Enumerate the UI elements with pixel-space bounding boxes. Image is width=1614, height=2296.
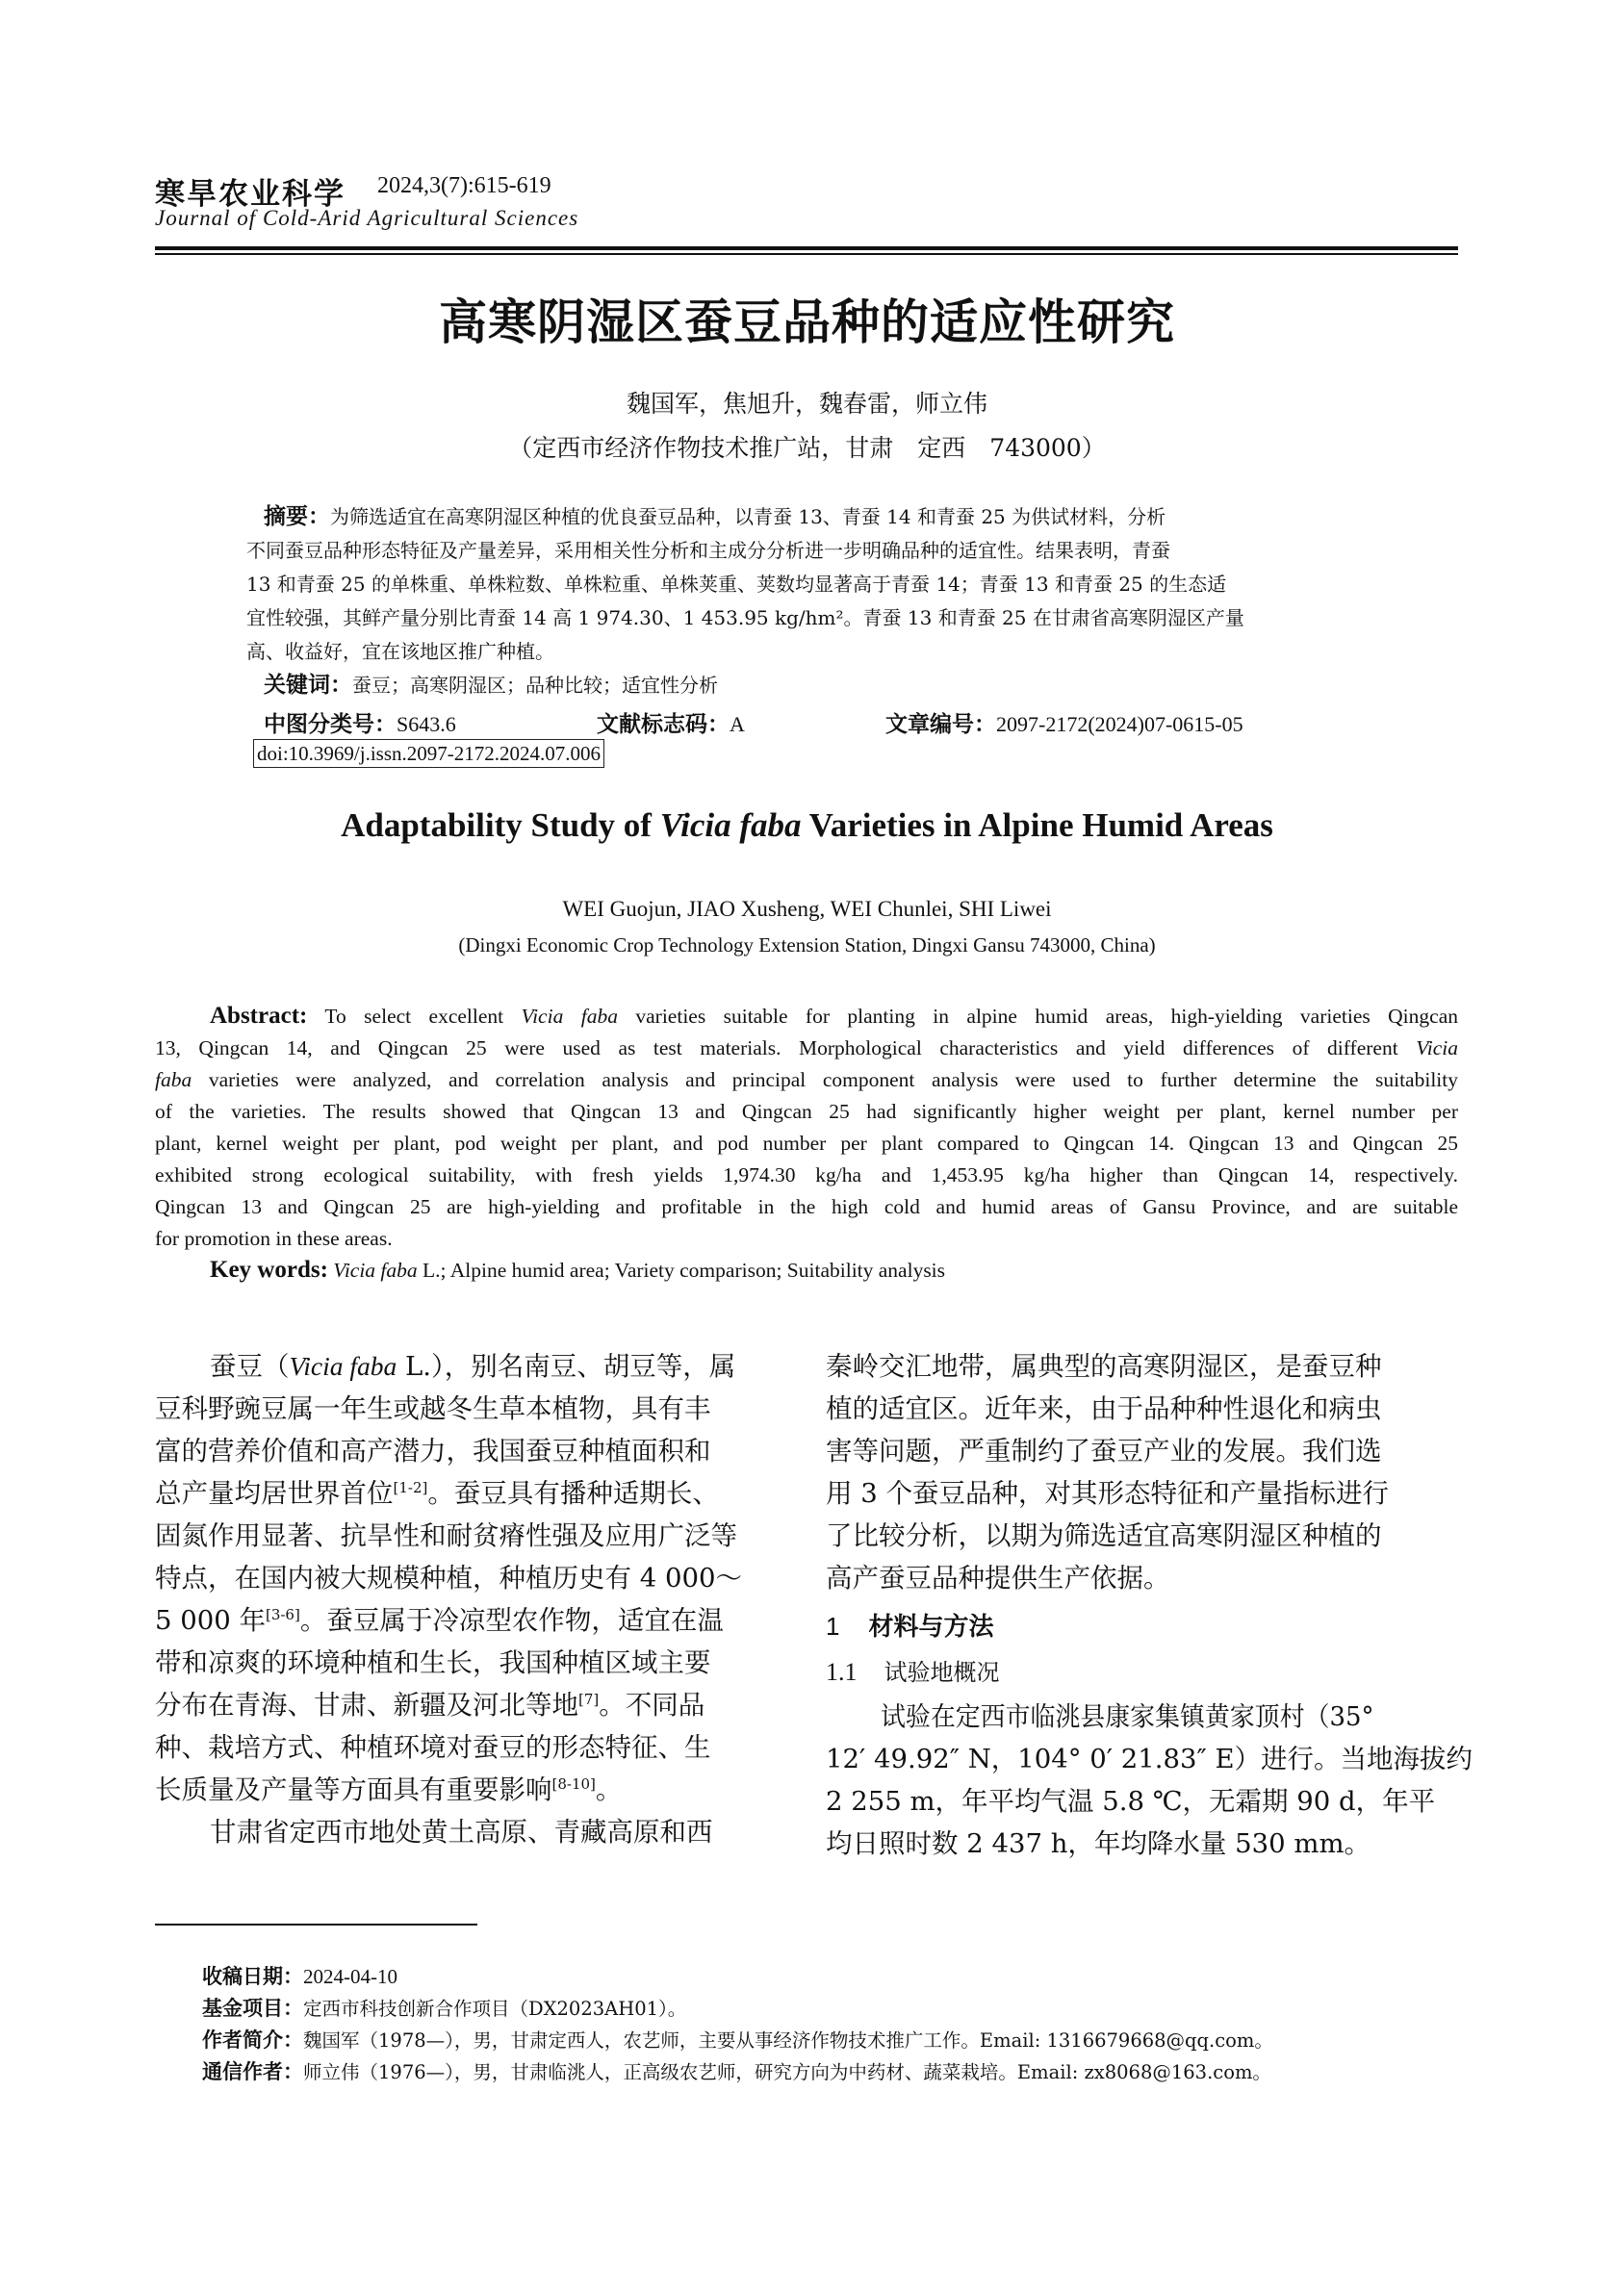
abstract-en-line <box>155 1033 1458 1062</box>
abstract-en-text: varieties suitable for planting in alpine humid areas, high-yielding varieties Qingcan <box>617 1005 1458 1028</box>
keywords-en <box>210 1256 1458 1285</box>
abstract-en-line: exhibited strong ecological suitability, with fresh yields 1,974.30 kg/ha and 1,453.95 kg/ha higher than Qingcan 14, respectively. <box>155 1163 1458 1186</box>
affiliation-en: (Dingxi Economic Crop Technology Extension Station, Dingxi Gansu 743000, China) <box>458 933 1156 957</box>
body-left-line: 豆科野豌豆属一年生或越冬生草本植物，具有丰 <box>155 1393 711 1424</box>
body-right-line: 高产蚕豆品种提供生产依据。 <box>826 1563 1170 1594</box>
title-en-post: Varieties in Alpine Humid Areas <box>801 806 1273 844</box>
abstract-en-line: for promotion in these areas. <box>155 1227 393 1250</box>
body-text: 。 <box>595 1774 623 1805</box>
section-heading-1 <box>826 1607 1444 1643</box>
citation-ref[interactable]: [7] <box>578 1690 600 1708</box>
authors-en: WEI Guojun, JIAO Xusheng, WEI Chunlei, SHI Liwei <box>562 897 1052 921</box>
keywords-cn-label: 关键词： <box>264 673 352 698</box>
body-right-line: 了比较分析，以期为筛选适宜高寒阴湿区种植的 <box>826 1520 1382 1551</box>
body-right-line: 2 255 m，年平均气温 5.8 ℃，无霜期 90 d，年平 <box>826 1786 1436 1817</box>
abstract-cn-line: 宜性较强，其鲜产量分别比青蚕 14 高 1 974.30、1 453.95 kg/hm²。青蚕 13 和青蚕 25 在甘肃省高寒阴湿区产量 <box>246 606 1244 629</box>
abstract-cn-line: 不同蚕豆品种形态特征及产量差异，采用相关性分析和主成分分析进一步明确品种的适宜性。结果表明，青蚕 <box>246 539 1170 562</box>
clc-label: 中图分类号： <box>264 712 397 737</box>
abstract-en-text: 13, Qingcan 14, and Qingcan 25 were used as test materials. Morphological characteristics and yield differences of different <box>155 1036 1417 1059</box>
abstract-en-line <box>155 1065 1458 1094</box>
body-right-line: 害等问题，严重制约了蚕豆产业的发展。我们选 <box>826 1436 1382 1467</box>
abstract-en-text: To select excellent <box>307 1005 522 1028</box>
journal-name-en: Journal of Cold-Arid Agricultural Sciences <box>155 206 579 230</box>
doc-code-label: 文献标志码： <box>597 712 730 737</box>
body-left-line <box>155 1601 773 1640</box>
article-no-label: 文章编号： <box>885 712 996 737</box>
body-right-line: 均日照时数 2 437 h，年均降水量 530 mm。 <box>826 1828 1371 1859</box>
doc-code <box>597 706 745 738</box>
footnote-value: 2024-04-10 <box>303 1965 397 1988</box>
footnote-value: 魏国军（1978—），男，甘肃定西人，农艺师，主要从事经济作物技术推广工作。Email: 1316679668@qq.com。 <box>303 2029 1273 2052</box>
doi-link[interactable]: doi:10.3969/j.issn.2097-2172.2024.07.006 <box>253 739 604 768</box>
citation-ref[interactable]: [8-10] <box>551 1774 596 1793</box>
citation-ref[interactable]: [3-6] <box>265 1605 300 1623</box>
doc-code-value: A <box>730 712 745 736</box>
body-text: 分布在青海、甘肃、新疆及河北等地 <box>155 1690 578 1721</box>
abstract-cn-label: 摘要： <box>264 504 330 529</box>
title-cn: 高寒阴湿区蚕豆品种的适应性研究 <box>439 293 1175 350</box>
title-en-pre: Adaptability Study of <box>341 806 660 844</box>
body-italic: Vicia faba <box>289 1351 397 1381</box>
keywords-en-italic: Vicia faba <box>333 1259 418 1282</box>
footnote-rule <box>155 1924 477 1926</box>
body-text: 长质量及产量等方面具有重要影响 <box>155 1774 552 1805</box>
body-left-line <box>155 1686 773 1724</box>
article-no-value: 2097-2172(2024)07-0615-05 <box>996 712 1243 736</box>
abstract-cn-line <box>264 504 1166 529</box>
article-number <box>885 706 1243 738</box>
body-text: L.），别名南豆、胡豆等，属 <box>397 1351 736 1382</box>
clc-value: S643.6 <box>397 712 456 736</box>
body-left-line: 特点，在国内被大规模种植，种植历史有 4 000～ <box>155 1563 742 1594</box>
footnote-label: 基金项目： <box>202 1997 303 2020</box>
body-text: 蚕豆（ <box>210 1351 290 1382</box>
footnote-value: 定西市科技创新合作项目（DX2023AH01）。 <box>303 1998 687 2020</box>
affiliation-cn: （定西市经济作物技术推广站，甘肃 定西 743000） <box>508 434 1106 462</box>
body-right-line: 12′ 49.92″ N，104° 0′ 21.83″ E）进行。当地海拔约 <box>826 1744 1473 1774</box>
volume-info: 2024,3(7):615-619 <box>377 173 551 198</box>
body-left-line <box>210 1347 828 1386</box>
header-rule-thin <box>155 253 1458 255</box>
body-right-line: 植的适宜区。近年来，由于品种种性退化和病虫 <box>826 1393 1382 1424</box>
abstract-en-italic: Vicia <box>1416 1036 1458 1059</box>
body-text: 总产量均居世界首位 <box>155 1478 394 1509</box>
section-title: 材料与方法 <box>868 1613 994 1642</box>
body-text: 。蚕豆具有播种适期长、 <box>427 1478 719 1509</box>
body-left-line: 带和凉爽的环境种植和生长，我国种植区域主要 <box>155 1647 711 1678</box>
abstract-en-line: Qingcan 13 and Qingcan 25 are high-yielding and profitable in the high cold and humid areas of Gansu Province, and are suitable <box>155 1195 1458 1218</box>
body-text: 5 000 年 <box>155 1605 266 1636</box>
keywords-cn <box>264 673 718 698</box>
body-left-line <box>155 1474 773 1513</box>
footnote-label: 作者简介： <box>202 2028 303 2052</box>
body-left-line <box>155 1771 773 1809</box>
abstract-en-line: of the varieties. The results showed that Qingcan 13 and Qingcan 25 had significantly higher weight per plant, kernel number per <box>155 1100 1458 1123</box>
keywords-en-text: L.; Alpine humid area; Variety comparison; Suitability analysis <box>417 1259 946 1282</box>
body-right-line: 试验在定西市临洮县康家集镇黄家顶村（35° <box>881 1701 1374 1732</box>
title-en-italic: Vicia faba <box>659 806 802 844</box>
abstract-en-italic: Vicia faba <box>521 1005 618 1028</box>
abstract-en-line: plant, kernel weight per plant, pod weight per plant, and pod number per plant compared to Qingcan 14. Qingcan 13 and Qingcan 25 <box>155 1132 1458 1155</box>
section-number: 1.1 <box>826 1658 858 1686</box>
abstract-en-italic: faba <box>155 1068 192 1091</box>
citation-ref[interactable]: [1-2] <box>393 1478 428 1496</box>
footnote-received <box>202 1963 397 1991</box>
header-rule-thick <box>155 246 1458 250</box>
journal-name-cn: 寒旱农业科学 <box>155 177 346 212</box>
body-text: 。蚕豆属于冷凉型农作物，适宜在温 <box>299 1605 724 1636</box>
section-number: 1 <box>826 1612 840 1641</box>
body-left-line: 富的营养价值和高产潜力，我国蚕豆种植面积和 <box>155 1436 711 1467</box>
abstract-cn-line: 高、收益好，宜在该地区推广种植。 <box>246 640 554 663</box>
footnote-author <box>202 2027 1273 2054</box>
title-en <box>0 806 1614 845</box>
keywords-cn-value: 蚕豆；高寒阴湿区；品种比较；适宜性分析 <box>352 674 718 697</box>
body-text: 。不同品 <box>599 1690 705 1721</box>
abstract-en-text: varieties were analyzed, and correlation analysis and principal component analysis were used to further determine the suitability <box>192 1068 1458 1091</box>
footnote-fund <box>202 1995 686 2023</box>
footnote-corresponding <box>202 2058 1271 2086</box>
footnote-label: 收稿日期： <box>202 1965 303 1988</box>
clc-number <box>264 706 456 738</box>
section-title: 试验地概况 <box>884 1659 1000 1686</box>
abstract-cn-text: 为筛选适宜在高寒阴湿区种植的优良蚕豆品种，以青蚕 13、青蚕 14 和青蚕 25 为供试材料，分析 <box>330 505 1166 528</box>
footnote-value: 师立伟（1976—），男，甘肃临洮人，正高级农艺师，研究方向为中药材、蔬菜栽培。Email: zx8068@163.com。 <box>303 2061 1271 2083</box>
body-right-line: 用 3 个蚕豆品种，对其形态特征和产量指标进行 <box>826 1478 1389 1509</box>
keywords-en-label: Key words: <box>210 1257 328 1283</box>
body-left-line: 甘肃省定西市地处黄土高原、青藏高原和西 <box>210 1817 713 1848</box>
section-heading-1-1 <box>826 1653 1444 1687</box>
body-left-line: 固氮作用显著、抗旱性和耐贫瘠性强及应用广泛等 <box>155 1520 737 1551</box>
abstract-en-label: Abstract: <box>210 1003 308 1029</box>
body-left-line: 种、栽培方式、种植环境对蚕豆的形态特征、生 <box>155 1732 711 1763</box>
abstract-cn-line: 13 和青蚕 25 的单株重、单株粒数、单株粒重、单株荚重、荚数均显著高于青蚕 14；青蚕 13 和青蚕 25 的生态适 <box>246 573 1227 596</box>
footnote-label: 通信作者： <box>202 2060 303 2083</box>
abstract-en-line <box>210 1002 1458 1031</box>
authors-cn: 魏国军，焦旭升，魏春雷，师立伟 <box>626 390 987 418</box>
body-right-line: 秦岭交汇地带，属典型的高寒阴湿区，是蚕豆种 <box>826 1351 1382 1382</box>
